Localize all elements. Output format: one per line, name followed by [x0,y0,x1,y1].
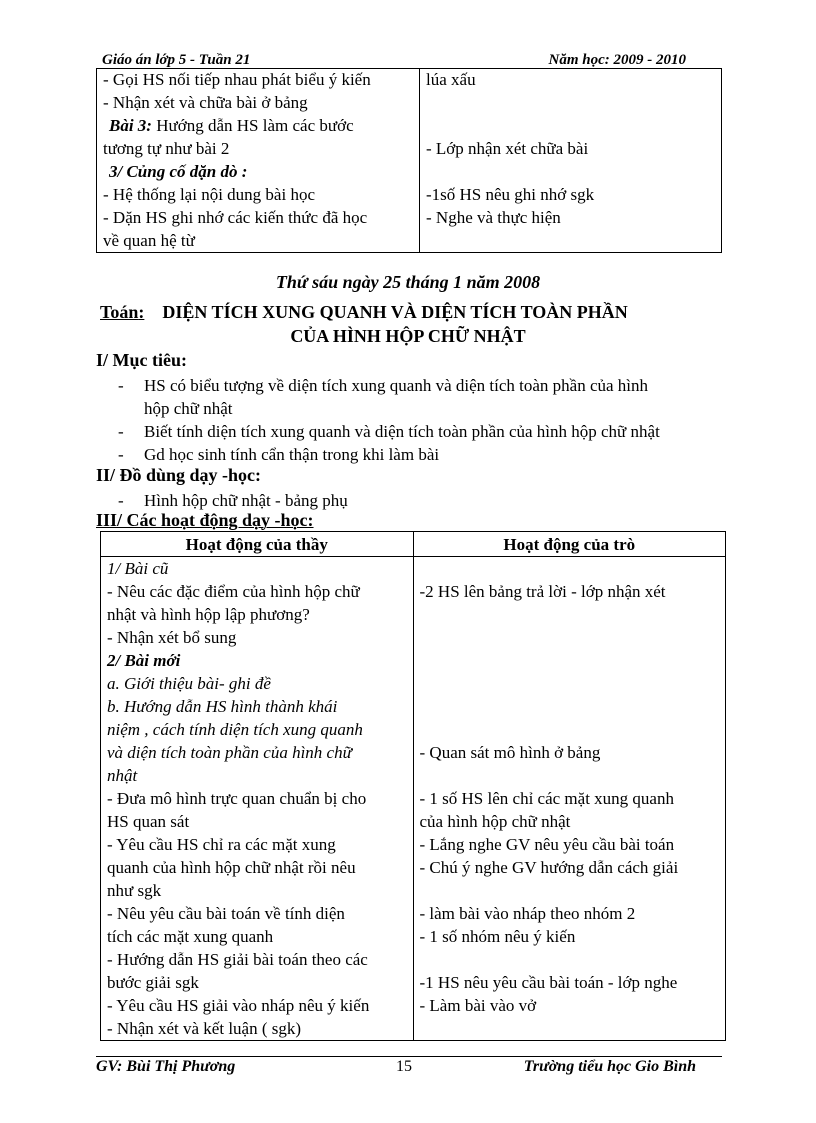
objectives-heading: I/ Mục tiêu: [96,350,187,370]
teacher-activities: 1/ Bài cũ - Nêu các đặc điểm của hình hộp chữ nhật và hình hộp lập phương? - Nhận xét bổ sung 2/ Bài mới a. Giới thiệu bài- ghi đề b. Hướng dẫn HS hình thành khái niệm , cách tính diện tích xung quanh và diện tích toàn phần của hình chữ nhật - Đưa mô hình trực quan chuẩn bị cho HS quan sát - Yêu cầu HS chỉ ra các mặt xung quanh của hình hộp chữ nhật rồi nêu như sgk - Nêu yêu cầu bài toán về tính diện tích các mặt xung quanh - Hướng dẫn HS giải bài toán theo các bước giải sgk - Yêu cầu HS giải vào nháp nêu ý kiến - Nhận xét và kết luận ( sgk) [101,557,414,1041]
subject-line [100,302,628,323]
student-column: lúa xấu - Lớp nhận xét chữa bài -1số HS nêu ghi nhớ sgk - Nghe và thực hiện [420,68,722,253]
header-right: Năm học: 2009 - 2010 [548,52,686,68]
footer-school: Trường tiểu học Gio Bình [523,1058,696,1075]
header-left: Giáo án lớp 5 - Tuần 21 [102,52,251,68]
student-activities: -2 HS lên bảng trả lời - lớp nhận xét - Quan sát mô hình ở bảng - 1 số HS lên chỉ các mặt xung quanh của hình hộp chữ nhật - Lắng nghe GV nêu yêu cầu bài toán - Chú ý nghe GV hướng dẫn cách giải - làm bài vào nháp theo nhóm 2 - 1 số nhóm nêu ý kiến -1 HS nêu yêu cầu bài toán - lớp nghe - Làm bài vào vở [413,557,726,1041]
page-number: 15 [396,1058,412,1075]
teacher-column: - Gọi HS nối tiếp nhau phát biểu ý kiến - Nhận xét và chữa bài ở bảng Bài 3: Hướng dẫn HS làm các bước tương tự như bài 2 3/ Củng cố dặn dò : - Hệ thống lại nội dung bài học - Dặn HS ghi nhớ các kiến thức đã học về quan hệ từ [97,68,420,253]
page-footer [96,1058,722,1076]
footer-rule [96,1056,722,1057]
lesson-title-line1: DIỆN TÍCH XUNG QUANH VÀ DIỆN TÍCH TOÀN PHẦN [162,302,628,322]
lesson-date: Thứ sáu ngày 25 tháng 1 năm 2008 [275,272,541,292]
activities-table [100,531,726,1041]
activities-heading: III/ Các hoạt động dạy -học: [96,510,314,530]
materials-heading: II/ Đồ dùng dạy -học: [96,465,262,485]
footer-teacher: GV: Bùi Thị Phương [96,1058,236,1075]
page-header [96,50,722,70]
document-page: Giáo án lớp 5 - Tuần 21 Năm học: 2009 - 2010 - Gọi HS nối tiếp nhau phát biểu ý kiến - Nhận xét và chữa bài ở bảng Bài 3: Hướng dẫn HS làm các bước tương tự như bài 2 3/ Củng cố dặn dò : - Hệ thống lại nội dung bài học - Dặn HS ghi nhớ các kiến thức đã học về quan hệ từ lúa xấu - Lớp nhận xét chữa bài -1số HS nêu ghi nhớ sgk - Nghe và thực hiện Thứ sáu ngày 25 tháng 1 năm 2008 Toán: DIỆN TÍCH XUNG QUANH VÀ DIỆN TÍCH TOÀN PHẦN CỦA HÌNH HỘP CHỮ NHẬT I/ Mục tiêu: - HS có biểu tượng về diện tích xung quanh và diện tích toàn phần của hình hộp chữ nhật - Biết tính diện tích xung quanh và diện tích toàn phần của hình hộp chữ nhật - Gd học sinh tính cẩn thận trong khi làm bài II/ Đồ dùng dạy -học: - Hình hộp chữ nhật - bảng phụ III/ Các hoạt động dạy -học: Hoạt động của thầy Hoạt động của trò 1/ Bài cũ - Nêu các đặc điểm của hình hộp chữ nhật và hình hộp lập phương? - Nhận xét bổ sung 2/ Bài mới a. Giới thiệu bài- ghi đề b. Hướng dẫn HS hình thành khái niệm , cách tính diện tích xung quanh và diện tích toàn phần của hình chữ nhật - Đưa mô hình trực quan chuẩn bị cho HS quan sát - Yêu cầu HS chỉ ra các mặt xung quanh của hình hộp chữ nhật rồi nêu như sgk - Nêu yêu cầu bài toán về tính diện tích các mặt xung quanh - Hướng dẫn HS giải bài toán theo các bước giải sgk - Yêu cầu HS giải vào nháp nêu ý kiến - Nhận xét và kết luận ( sgk) -2 HS lên bảng trả lời - lớp nhận xét - Quan sát mô hình ở bảng - 1 số HS lên chỉ các mặt xung quanh của hình hộp chữ nhật - Lắng nghe GV nêu yêu cầu bài toán - Chú ý nghe GV hướng dẫn cách giải - làm bài vào nháp theo nhóm 2 - 1 số nhóm nêu ý kiến -1 HS nêu yêu cầu bài toán - lớp nghe - Làm bài vào vở GV: Bùi Thị Phương 15 Trường tiểu học Gio Bình [0,0,816,1123]
teacher-column-header: Hoạt động của thầy [101,532,414,557]
student-column-header: Hoạt động của trò [413,532,726,557]
lesson-title-line2: CỦA HÌNH HỘP CHỮ NHẬT [290,326,526,346]
subject-label: Toán: [100,302,145,322]
continued-activity-table [96,68,722,253]
